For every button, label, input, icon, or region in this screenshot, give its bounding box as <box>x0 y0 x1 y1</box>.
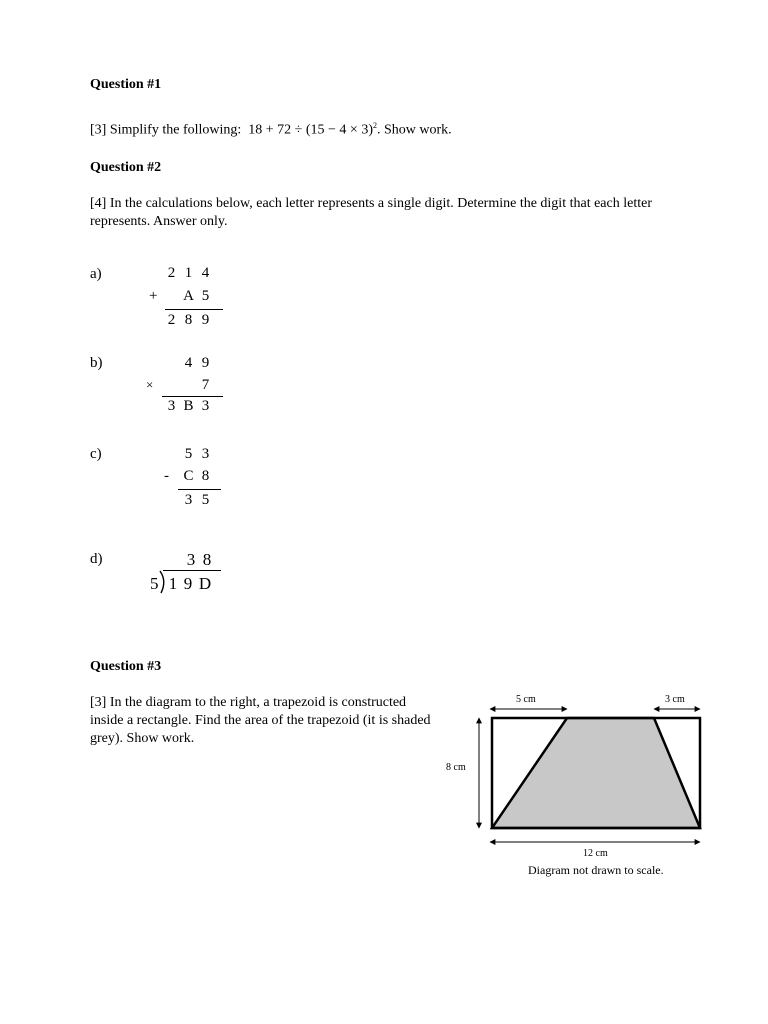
label-left: 8 cm <box>446 762 466 773</box>
digit: 1 <box>184 265 193 281</box>
label-top-left: 5 cm <box>516 694 536 705</box>
trapezoid-diagram <box>440 690 720 885</box>
question-1-tail: . Show work. <box>376 122 452 138</box>
digit: 2 <box>167 312 176 328</box>
digit: B <box>183 398 194 414</box>
digit: 3 <box>184 492 193 508</box>
part-c-operator: - <box>164 468 169 484</box>
question-2-text: [4] In the calculations below, each letter represents a single digit. Determine the digit that each letter represents. Answer only. <box>90 196 652 229</box>
digit: 2 <box>167 265 176 281</box>
digit: 5 <box>201 492 210 508</box>
digit: 5 <box>201 288 210 304</box>
digit: 9 <box>183 574 193 593</box>
digit: A <box>183 288 194 304</box>
part-d-quotient <box>185 550 213 570</box>
part-b-result <box>166 398 211 415</box>
part-c-result <box>183 492 211 509</box>
question-3-heading: Question #3 <box>90 659 162 674</box>
digit: 3 <box>201 398 210 414</box>
part-b-row2 <box>200 377 211 394</box>
digit: 7 <box>201 377 210 393</box>
digit: 8 <box>184 312 193 328</box>
digit: 8 <box>202 550 212 569</box>
trapezoid-diagram-svg <box>440 690 720 885</box>
question-1-expression: 18 + 72 ÷ (15 − 4 × 3) <box>248 122 373 138</box>
digit: 4 <box>184 355 193 371</box>
part-b-row1 <box>183 355 211 372</box>
part-d-divisor: 5 <box>150 574 159 593</box>
division-bracket-icon <box>158 570 168 594</box>
digit: 1 <box>168 574 178 593</box>
digit: 3 <box>201 446 210 462</box>
question-1-text <box>90 117 452 140</box>
part-a-result <box>166 312 211 329</box>
part-a-row1 <box>166 265 211 282</box>
part-c-row2 <box>183 468 211 485</box>
part-c-label: c) <box>90 446 102 462</box>
digit: 3 <box>167 398 176 414</box>
part-b-label: b) <box>90 355 103 371</box>
part-c-row1 <box>183 446 211 463</box>
diagram-caption: Diagram not drawn to scale. <box>528 863 664 877</box>
question-1-instruction: Simplify the following: <box>109 122 242 138</box>
part-b-operator: × <box>146 377 154 392</box>
digit: 9 <box>201 355 210 371</box>
question-2-heading: Question #2 <box>90 160 162 175</box>
digit: 8 <box>201 468 210 484</box>
part-b-rule <box>162 396 223 397</box>
part-a-operator: + <box>149 288 158 304</box>
digit: C <box>183 468 194 484</box>
part-a-label: a) <box>90 266 102 282</box>
label-top-right: 3 cm <box>665 694 685 705</box>
part-d-dividend <box>168 574 212 594</box>
trapezoid-shape <box>492 718 700 828</box>
question-1-heading: Question #1 <box>90 77 162 92</box>
part-a-row2 <box>183 288 211 305</box>
digit: 4 <box>201 265 210 281</box>
digit: 3 <box>186 550 196 569</box>
part-c-rule <box>178 489 221 490</box>
question-3-text: [3] In the diagram to the right, a trapezoid is constructed inside a rectangle. Find the area of the trapezoid (it is shaded grey). Show work. <box>90 695 431 746</box>
digit: 9 <box>201 312 210 328</box>
label-bottom: 12 cm <box>583 848 608 859</box>
part-a-rule <box>165 309 223 310</box>
part-d-vinculum <box>163 570 221 571</box>
question-1-exponent: 2 <box>372 121 377 130</box>
digit: D <box>198 574 212 593</box>
question-1-marks: [3] <box>90 122 107 138</box>
digit: 5 <box>184 446 193 462</box>
part-d-label: d) <box>90 551 103 567</box>
